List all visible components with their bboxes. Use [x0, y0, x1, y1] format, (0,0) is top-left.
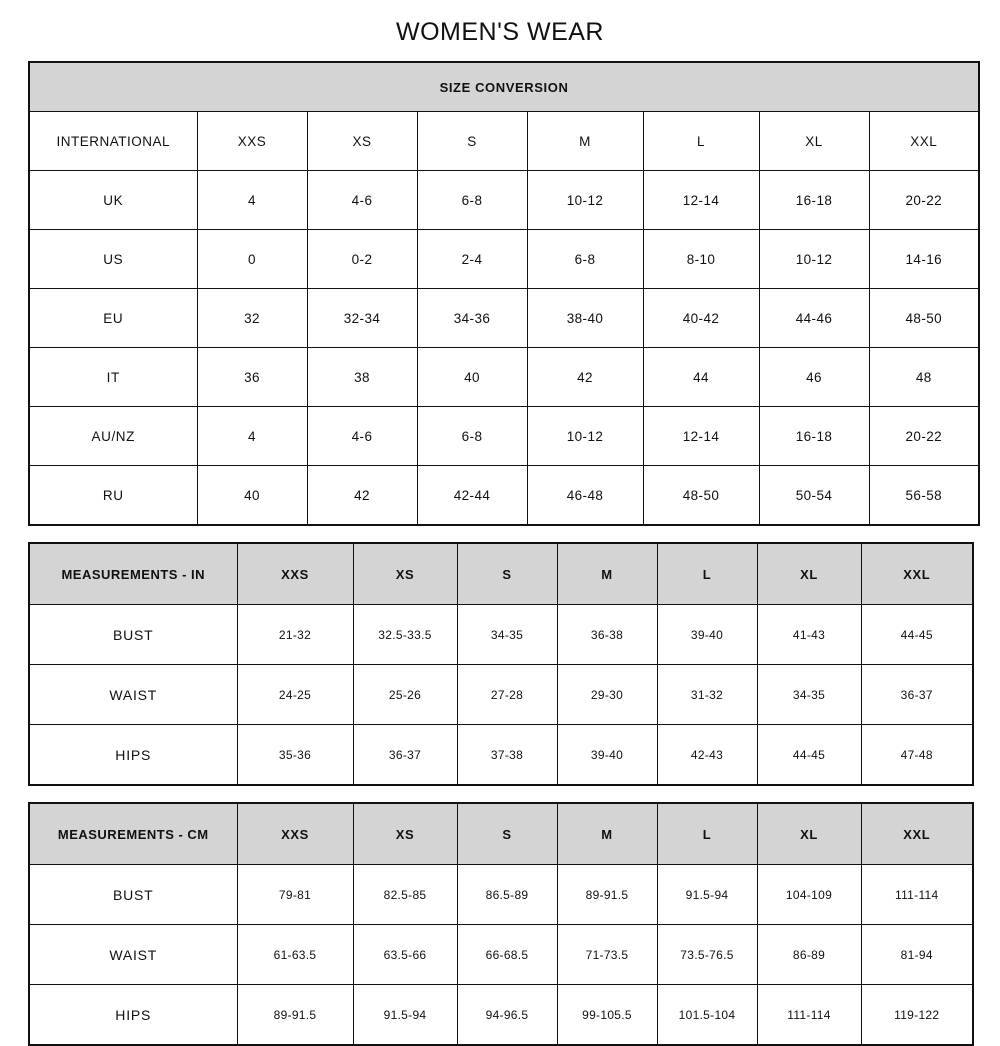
cell: 21-32 — [237, 605, 353, 665]
cell: 0 — [197, 230, 307, 289]
column-header-m: M — [527, 112, 643, 171]
cell: 101.5-104 — [657, 985, 757, 1046]
cell: 36-38 — [557, 605, 657, 665]
table-row — [29, 230, 979, 289]
cell: 44-45 — [757, 725, 861, 786]
cell: 2-4 — [417, 230, 527, 289]
cell: 91.5-94 — [657, 865, 757, 925]
column-header-xxl: XXL — [861, 803, 973, 865]
cell: 34-36 — [417, 289, 527, 348]
cell: 32 — [197, 289, 307, 348]
cell: 111-114 — [861, 865, 973, 925]
table-row — [29, 925, 973, 985]
table-row — [29, 725, 973, 786]
cell: 40-42 — [643, 289, 759, 348]
cell: 119-122 — [861, 985, 973, 1046]
cell: 20-22 — [869, 171, 979, 230]
column-header-l: L — [657, 803, 757, 865]
cell: 86.5-89 — [457, 865, 557, 925]
table-row — [29, 407, 979, 466]
cell: 37-38 — [457, 725, 557, 786]
cell: 36 — [197, 348, 307, 407]
column-header-xxs: XXS — [197, 112, 307, 171]
column-header-m: M — [557, 543, 657, 605]
column-header-xs: XS — [307, 112, 417, 171]
cell: 42-44 — [417, 466, 527, 526]
table-row — [29, 665, 973, 725]
cell: 0-2 — [307, 230, 417, 289]
row-label: HIPS — [29, 725, 237, 786]
cell: 14-16 — [869, 230, 979, 289]
column-header-international: INTERNATIONAL — [29, 112, 197, 171]
row-label: BUST — [29, 605, 237, 665]
cell: 25-26 — [353, 665, 457, 725]
cell: 44-46 — [759, 289, 869, 348]
cell: 39-40 — [557, 725, 657, 786]
cell: 6-8 — [417, 407, 527, 466]
column-header-measurements-in: MEASUREMENTS - IN — [29, 543, 237, 605]
column-header-l: L — [657, 543, 757, 605]
cell: 24-25 — [237, 665, 353, 725]
table-row — [29, 466, 979, 526]
column-header-s: S — [457, 543, 557, 605]
cell: 42 — [307, 466, 417, 526]
cell: 40 — [197, 466, 307, 526]
cell: 66-68.5 — [457, 925, 557, 985]
table-header-row — [29, 112, 979, 171]
cell: 6-8 — [527, 230, 643, 289]
table-row — [29, 171, 979, 230]
row-label: US — [29, 230, 197, 289]
table-row — [29, 985, 973, 1046]
table-row — [29, 289, 979, 348]
column-header-xl: XL — [757, 543, 861, 605]
cell: 32-34 — [307, 289, 417, 348]
cell: 89-91.5 — [557, 865, 657, 925]
cell: 89-91.5 — [237, 985, 353, 1046]
column-header-xxs: XXS — [237, 543, 353, 605]
cell: 38-40 — [527, 289, 643, 348]
cell: 86-89 — [757, 925, 861, 985]
cell: 27-28 — [457, 665, 557, 725]
cell: 41-43 — [757, 605, 861, 665]
cell: 8-10 — [643, 230, 759, 289]
cell: 73.5-76.5 — [657, 925, 757, 985]
cell: 4 — [197, 171, 307, 230]
cell: 71-73.5 — [557, 925, 657, 985]
cell: 44-45 — [861, 605, 973, 665]
column-header-xs: XS — [353, 803, 457, 865]
cell: 63.5-66 — [353, 925, 457, 985]
column-header-xxs: XXS — [237, 803, 353, 865]
cell: 46 — [759, 348, 869, 407]
cell: 35-36 — [237, 725, 353, 786]
cell: 10-12 — [759, 230, 869, 289]
cell: 56-58 — [869, 466, 979, 526]
row-label: UK — [29, 171, 197, 230]
cell: 32.5-33.5 — [353, 605, 457, 665]
row-label: AU/NZ — [29, 407, 197, 466]
cell: 39-40 — [657, 605, 757, 665]
size-conversion-band-label: SIZE CONVERSION — [29, 62, 979, 112]
page-title: WOMEN'S WEAR — [396, 18, 604, 46]
column-header-xl: XL — [757, 803, 861, 865]
cell: 20-22 — [869, 407, 979, 466]
cell: 16-18 — [759, 407, 869, 466]
cell: 79-81 — [237, 865, 353, 925]
table-row — [29, 605, 973, 665]
column-header-xxl: XXL — [869, 112, 979, 171]
table-row — [29, 348, 979, 407]
cell: 82.5-85 — [353, 865, 457, 925]
cell: 44 — [643, 348, 759, 407]
column-header-xl: XL — [759, 112, 869, 171]
column-header-measurements-cm: MEASUREMENTS - CM — [29, 803, 237, 865]
cell: 34-35 — [457, 605, 557, 665]
cell: 42 — [527, 348, 643, 407]
cell: 61-63.5 — [237, 925, 353, 985]
row-label: EU — [29, 289, 197, 348]
column-header-s: S — [457, 803, 557, 865]
column-header-m: M — [557, 803, 657, 865]
cell: 36-37 — [861, 665, 973, 725]
row-label: RU — [29, 466, 197, 526]
cell: 4 — [197, 407, 307, 466]
column-header-l: L — [643, 112, 759, 171]
cell: 48-50 — [643, 466, 759, 526]
cell: 48 — [869, 348, 979, 407]
table-header-row — [29, 803, 973, 865]
row-label: WAIST — [29, 665, 237, 725]
cell: 99-105.5 — [557, 985, 657, 1046]
cell: 94-96.5 — [457, 985, 557, 1046]
cell: 29-30 — [557, 665, 657, 725]
cell: 12-14 — [643, 407, 759, 466]
cell: 6-8 — [417, 171, 527, 230]
row-label: BUST — [29, 865, 237, 925]
cell: 104-109 — [757, 865, 861, 925]
cell: 50-54 — [759, 466, 869, 526]
cell: 10-12 — [527, 407, 643, 466]
row-label: IT — [29, 348, 197, 407]
column-header-xxl: XXL — [861, 543, 973, 605]
cell: 46-48 — [527, 466, 643, 526]
cell: 81-94 — [861, 925, 973, 985]
cell: 36-37 — [353, 725, 457, 786]
table-row — [29, 865, 973, 925]
cell: 91.5-94 — [353, 985, 457, 1046]
column-header-s: S — [417, 112, 527, 171]
table-band-row — [29, 62, 979, 112]
cell: 42-43 — [657, 725, 757, 786]
cell: 4-6 — [307, 171, 417, 230]
cell: 47-48 — [861, 725, 973, 786]
cell: 4-6 — [307, 407, 417, 466]
cell: 48-50 — [869, 289, 979, 348]
cell: 16-18 — [759, 171, 869, 230]
row-label: WAIST — [29, 925, 237, 985]
table-header-row — [29, 543, 973, 605]
cell: 40 — [417, 348, 527, 407]
measurements-inches-table — [28, 542, 974, 786]
measurements-cm-table — [28, 802, 974, 1046]
row-label: HIPS — [29, 985, 237, 1046]
size-conversion-table — [28, 61, 980, 526]
cell: 111-114 — [757, 985, 861, 1046]
cell: 31-32 — [657, 665, 757, 725]
cell: 12-14 — [643, 171, 759, 230]
cell: 10-12 — [527, 171, 643, 230]
cell: 34-35 — [757, 665, 861, 725]
cell: 38 — [307, 348, 417, 407]
column-header-xs: XS — [353, 543, 457, 605]
